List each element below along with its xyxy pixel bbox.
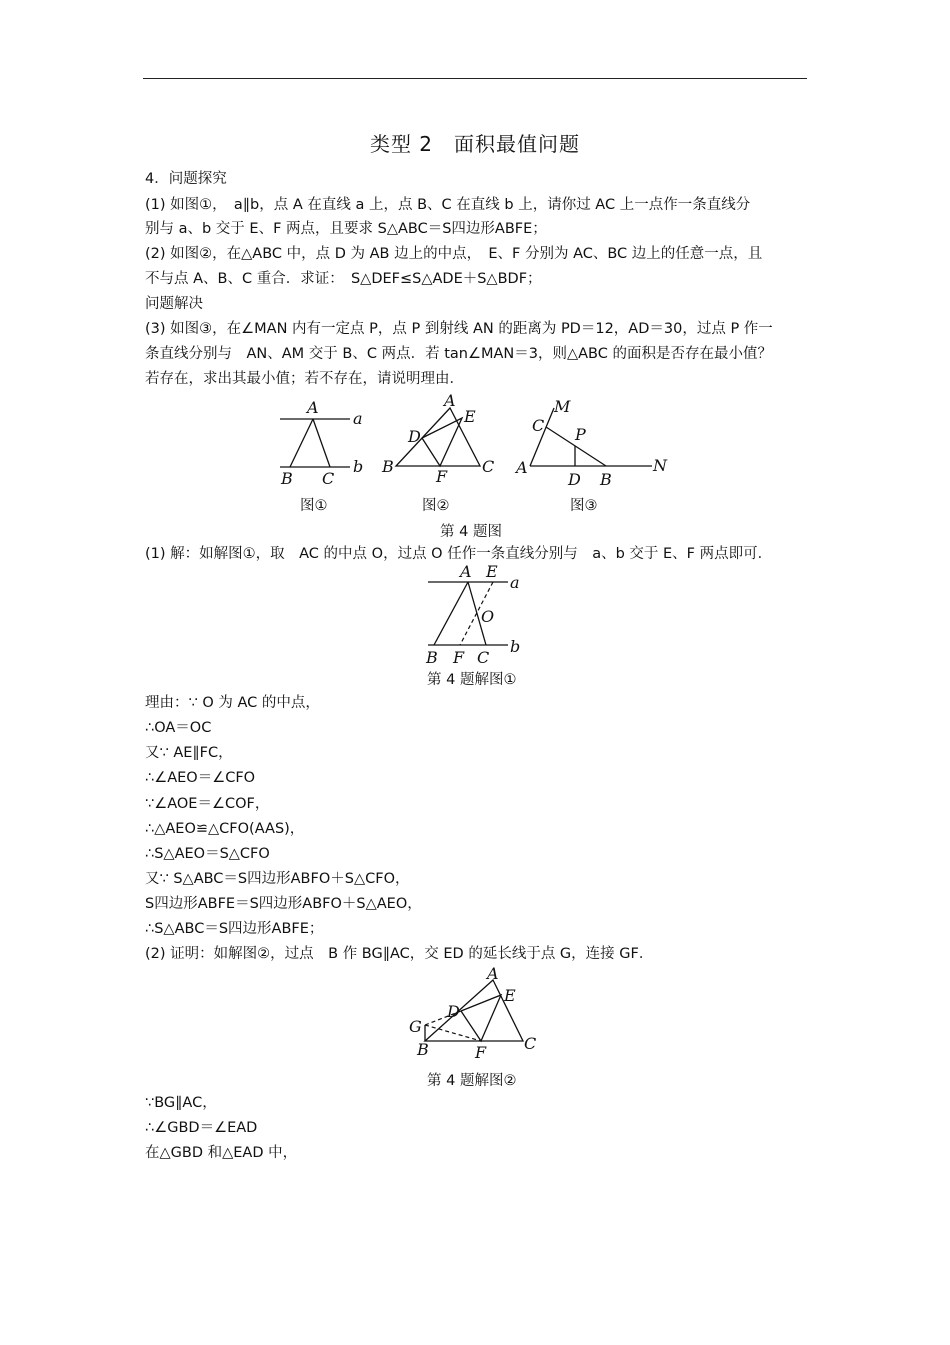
- part1-line1: (1) 如图①， a∥b，点 A 在直线 a 上，点 B、C 在直线 b 上，请你过 AC 上一点作一条直线分: [145, 197, 751, 213]
- label-G: G: [409, 1017, 422, 1036]
- reason-5: ∵∠AOE＝∠COF，: [145, 796, 270, 812]
- solution2: (2) 证明：如解图②，过点 B 作 BG∥AC，交 ED 的延长线于点 G，连接 GF．: [145, 946, 654, 962]
- figure-1: [275, 395, 375, 490]
- fig1-caption: 图①: [300, 498, 328, 514]
- solution1: (1) 解：如解图①，取 AC 的中点 O，过点 O 任作一条直线分别与 a、b 交于 E、F 两点即可．: [145, 546, 773, 562]
- solution-figure-1: [420, 562, 530, 667]
- label-F: F: [475, 1043, 487, 1062]
- reason-3: 又∵ AE∥FC，: [145, 745, 233, 761]
- segment-AB: [434, 582, 468, 645]
- reason-4: ∴∠AEO＝∠CFO: [145, 770, 256, 786]
- label-M: M: [554, 397, 571, 416]
- label-P: P: [575, 425, 586, 444]
- label-A: A: [516, 458, 528, 477]
- label-C: C: [532, 416, 545, 435]
- label-A: A: [444, 392, 456, 410]
- header-rule: [143, 78, 807, 79]
- reason-8: 又∵ S△ABC＝S四边形ABFO＋S△CFO，: [145, 871, 410, 887]
- solution-figure-2: [405, 965, 545, 1065]
- label-C: C: [524, 1034, 537, 1053]
- label-E: E: [504, 986, 516, 1005]
- part2-line2: 不与点 A、B、C 重合．求证： S△DEF≤S△ADE＋S△BDF；: [145, 271, 542, 287]
- label-D: D: [447, 1002, 460, 1021]
- question-number: 4．问题探究: [145, 171, 227, 187]
- label-B: B: [382, 457, 394, 476]
- segment-AB: [290, 419, 313, 467]
- label-D: D: [408, 427, 421, 446]
- fig2-caption: 图②: [422, 498, 450, 514]
- fig-group-caption: 第 4 题图: [440, 524, 502, 540]
- triangle-DEF: [461, 995, 501, 1041]
- label-E: E: [486, 562, 498, 581]
- label-B: B: [600, 470, 612, 489]
- step-3: 在△GBD 和△EAD 中，: [145, 1145, 298, 1161]
- figure-3: [512, 395, 672, 490]
- label-A: A: [307, 398, 319, 417]
- label-a: a: [510, 573, 520, 592]
- reason-9: S四边形ABFE＝S四边形ABFO＋S△AEO，: [145, 896, 422, 912]
- segment-AC: [313, 419, 330, 467]
- label-E: E: [464, 407, 476, 426]
- label-D: D: [568, 470, 581, 489]
- label-B: B: [417, 1040, 429, 1059]
- part3-line1: (3) 如图③，在∠MAN 内有一定点 P，点 P 到射线 AN 的距离为 PD＝12，AD＝30，过点 P 作一: [145, 321, 773, 337]
- step-2: ∴∠GBD＝∠EAD: [145, 1120, 258, 1136]
- triangle-DEF: [422, 418, 462, 466]
- label-C: C: [477, 648, 490, 667]
- solution-fig1-caption: 第 4 题解图①: [427, 672, 517, 688]
- label-C: C: [322, 469, 335, 488]
- reason-2: ∴OA＝OC: [145, 720, 212, 736]
- label-B: B: [426, 648, 438, 667]
- label-A: A: [460, 562, 472, 581]
- reason-10: ∴S△ABC＝S四边形ABFE；: [145, 921, 324, 937]
- label-N: N: [653, 456, 667, 475]
- label-O: O: [481, 607, 495, 626]
- label-A: A: [487, 965, 499, 983]
- step-1: ∵BG∥AC，: [145, 1095, 217, 1111]
- solution-fig2-caption: 第 4 题解图②: [427, 1073, 517, 1089]
- part2-line1: (2) 如图②，在△ABC 中，点 D 为 AB 边上的中点， E、F 分别为 AC、BC 边上的任意一点，且: [145, 246, 763, 262]
- part3-line3: 若存在，求出其最小值；若不存在，请说明理由．: [145, 371, 464, 387]
- label-F: F: [453, 648, 465, 667]
- label-C: C: [482, 457, 495, 476]
- label-b: b: [353, 457, 364, 476]
- solve-heading: 问题解决: [145, 296, 203, 312]
- section-title: 类型 2 面积最值问题: [369, 132, 581, 156]
- reason-1: 理由：∵ O 为 AC 的中点，: [145, 695, 320, 711]
- part3-line2: 条直线分别与 AN、AM 交于 B、C 两点．若 tan∠MAN＝3，则△ABC 的面积是否存在最小值？: [145, 346, 772, 362]
- figure-2: [378, 392, 498, 492]
- reason-6: ∴△AEO≌△CFO(AAS)，: [145, 821, 305, 837]
- label-a: a: [353, 409, 363, 428]
- label-b: b: [510, 637, 521, 656]
- fig3-caption: 图③: [570, 498, 598, 514]
- reason-7: ∴S△AEO＝S△CFO: [145, 846, 270, 862]
- label-F: F: [436, 467, 448, 486]
- part1-line2: 别与 a、b 交于 E、F 两点，且要求 S△ABC＝S四边形ABFE；: [145, 221, 547, 237]
- label-B: B: [281, 469, 293, 488]
